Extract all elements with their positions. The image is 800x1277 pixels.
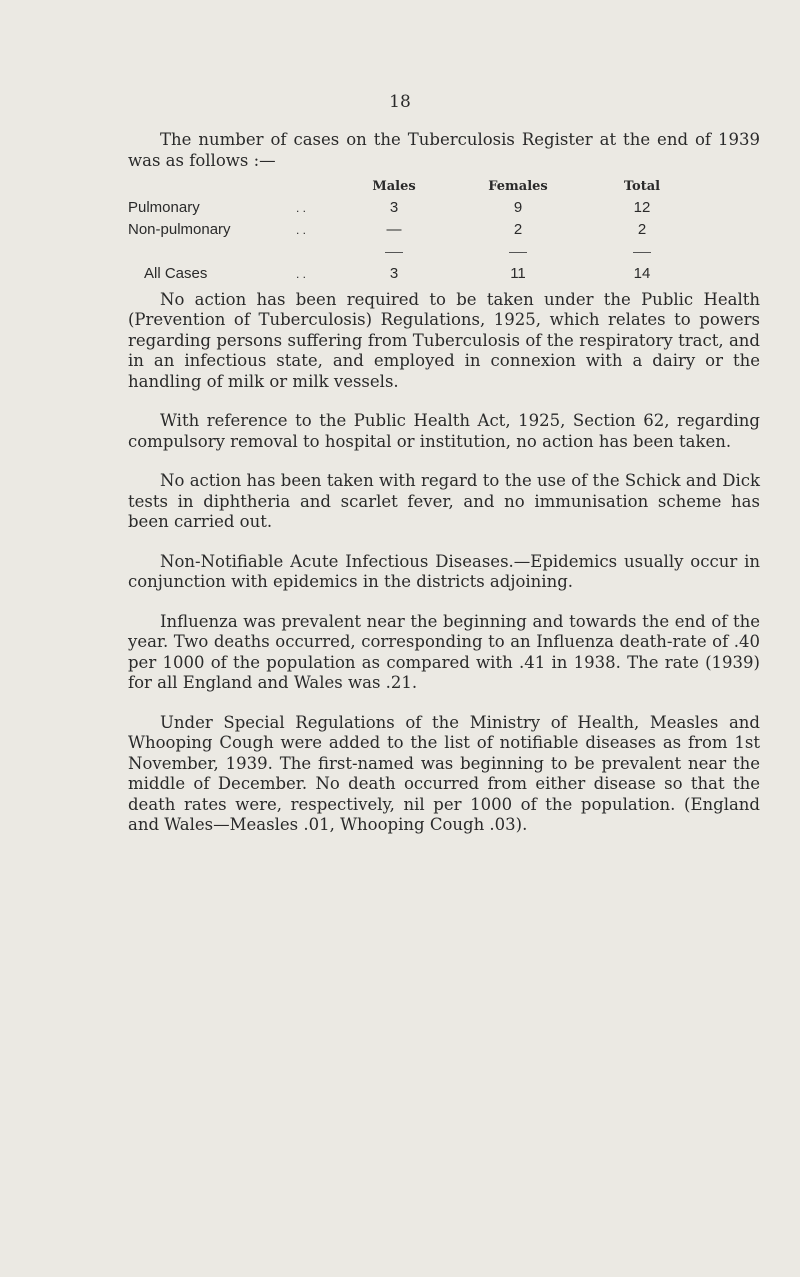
table-row: [128, 220, 704, 242]
row-dots: . .: [296, 267, 307, 282]
page-number: 18: [389, 92, 411, 112]
total-label: All Cases: [144, 265, 208, 283]
header-total: Total: [623, 179, 661, 194]
table-header-row: [128, 177, 704, 198]
paragraph-measles-whooping-cough: Under Special Regulations of the Ministry of Health, Measles and Whooping Cough were added to the list of notifiable diseases as from 1st November, 1939. The first-named was beginning to be prevalent near the middle of December. No death occurred from either disease so that the death rates were, respectively, nil per 1000 of the population. (England and Wales—Measles .01, Whooping Cough .03).: [128, 712, 760, 834]
total-total: 14: [633, 265, 651, 283]
cell-females: 2: [513, 221, 523, 239]
cell-males: —: [386, 221, 402, 239]
header-males: Males: [372, 179, 416, 194]
paragraph-non-notifiable: Non-Notifiable Acute Infectious Diseases.—Epidemics usually occur in conjunction with epidemics in the districts adjoining.: [128, 551, 760, 591]
row-dots: . .: [296, 201, 307, 216]
paragraph-compulsory-removal: With reference to the Public Health Act, 1925, Section 62, regarding compulsory removal to hospital or institution, no action has been taken.: [128, 411, 760, 451]
row-label: Non-pulmonary: [128, 221, 231, 239]
row-label: Pulmonary: [128, 199, 200, 217]
divider-line: [385, 252, 403, 253]
cell-females: 9: [513, 199, 523, 217]
tuberculosis-table: [128, 177, 704, 286]
total-males: 3: [389, 265, 399, 283]
table-total-row: [128, 264, 704, 286]
total-females: 11: [510, 265, 526, 283]
row-dots: . .: [296, 223, 307, 238]
table-row: [128, 198, 704, 220]
divider-line: [633, 252, 651, 253]
divider-line: [509, 252, 527, 253]
document-body: [128, 130, 760, 836]
header-females: Females: [488, 179, 548, 194]
intro-paragraph: The number of cases on the Tuberculosis Register at the end of 1939 was as follows :—: [128, 130, 760, 170]
cell-total: 12: [633, 199, 651, 217]
paragraph-tb-regulations: No action has been required to be taken under the Public Health (Prevention of Tuberculosis) Regulations, 1925, which relates to powers regarding persons suffering from Tuberculosis of the respiratory tract, and in an infectious state, and employed in connexion with a dairy or the handling of milk or milk vessels.: [128, 289, 760, 391]
paragraph-schick-dick: No action has been taken with regard to the use of the Schick and Dick tests in diphtheria and scarlet fever, and no immunisation scheme has been carried out.: [128, 471, 760, 531]
cell-males: 3: [389, 199, 399, 217]
table-divider-row: [128, 242, 704, 264]
paragraph-influenza: Influenza was prevalent near the beginning and towards the end of the year. Two deaths occurred, corresponding to an Influenza death-rate of .40 per 1000 of the population as compared with .41 in 1938. The rate (1939) for all England and Wales was .21.: [128, 611, 760, 692]
cell-total: 2: [637, 221, 647, 239]
